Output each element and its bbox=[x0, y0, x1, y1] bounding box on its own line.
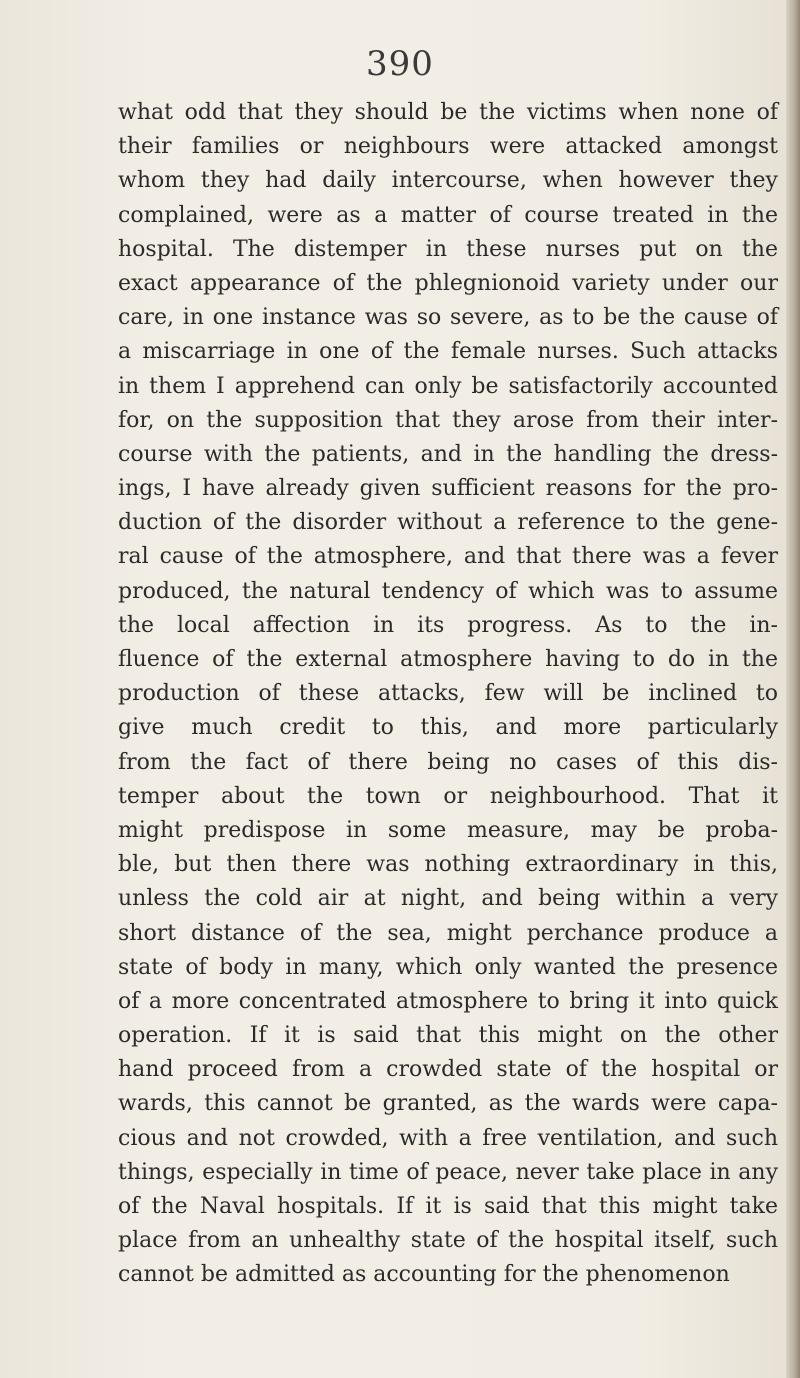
text-line: a miscarriage in one of the female nurses. Such attacks bbox=[118, 339, 778, 365]
text-line: hospital. The distemper in these nurses put on the bbox=[118, 236, 778, 262]
text-line: state of body in many, which only wanted the presence bbox=[118, 954, 778, 980]
text-line: their families or neighbours were attacked amongst bbox=[118, 134, 778, 160]
text-line: operation. If it is said that this might on the other bbox=[118, 1023, 778, 1049]
text-line: course with the patients, and in the handling the dress- bbox=[118, 441, 778, 467]
text-line: the local affection in its progress. As to the in- bbox=[118, 612, 778, 638]
text-line: things, especially in time of peace, never take place in any bbox=[118, 1159, 778, 1185]
text-line: hand proceed from a crowded state of the hospital or bbox=[118, 1057, 778, 1083]
text-line: of the Naval hospitals. If it is said that this might take bbox=[118, 1194, 778, 1219]
text-line: whom they had daily intercourse, when however they bbox=[118, 168, 778, 194]
text-line: duction of the disorder without a reference to the gene- bbox=[118, 510, 778, 536]
text-line: cannot be admitted as accounting for the phenomenon bbox=[118, 1262, 730, 1288]
text-line: place from an unhealthy state of the hospital itself, such bbox=[118, 1228, 778, 1254]
text-line: complained, were as a matter of course treated in the bbox=[118, 202, 778, 228]
text-line: produced, the natural tendency of which was to assume bbox=[118, 578, 778, 604]
text-line: from the fact of there being no cases of this dis- bbox=[118, 749, 778, 775]
text-line: for, on the supposition that they arose from their inter- bbox=[118, 407, 778, 433]
text-line: short distance of the sea, might perchance produce a bbox=[118, 920, 778, 946]
text-line: fluence of the external atmosphere having to do in the bbox=[118, 647, 778, 672]
text-line: production of these attacks, few will be inclined to bbox=[118, 681, 778, 707]
text-line: might predispose in some measure, may be proba- bbox=[118, 817, 778, 843]
page-edge-shadow bbox=[786, 0, 800, 1378]
text-line: cious and not crowded, with a free ventilation, and such bbox=[118, 1125, 778, 1151]
text-line: of a more concentrated atmosphere to bring it into quick bbox=[118, 988, 778, 1014]
page-number: 390 bbox=[366, 44, 434, 84]
body-text bbox=[118, 96, 778, 1293]
text-line: what odd that they should be the victims when none of bbox=[118, 100, 778, 125]
text-line: ings, I have already given sufficient reasons for the pro- bbox=[118, 476, 778, 502]
text-line: wards, this cannot be granted, as the wards were capa- bbox=[118, 1091, 778, 1117]
text-line: care, in one instance was so severe, as to be the cause of bbox=[118, 305, 778, 331]
text-line: ral cause of the atmosphere, and that there was a fever bbox=[118, 544, 778, 570]
text-line: unless the cold air at night, and being within a very bbox=[118, 886, 778, 912]
text-line: exact appearance of the phlegnionoid variety under our bbox=[118, 270, 778, 296]
text-line: temper about the town or neighbourhood. That it bbox=[118, 783, 778, 809]
text-line: in them I apprehend can only be satisfactorily accounted bbox=[118, 373, 778, 399]
text-line: give much credit to this, and more particularly bbox=[118, 715, 778, 741]
text-line: ble, but then there was nothing extraordinary in this, bbox=[118, 852, 778, 878]
